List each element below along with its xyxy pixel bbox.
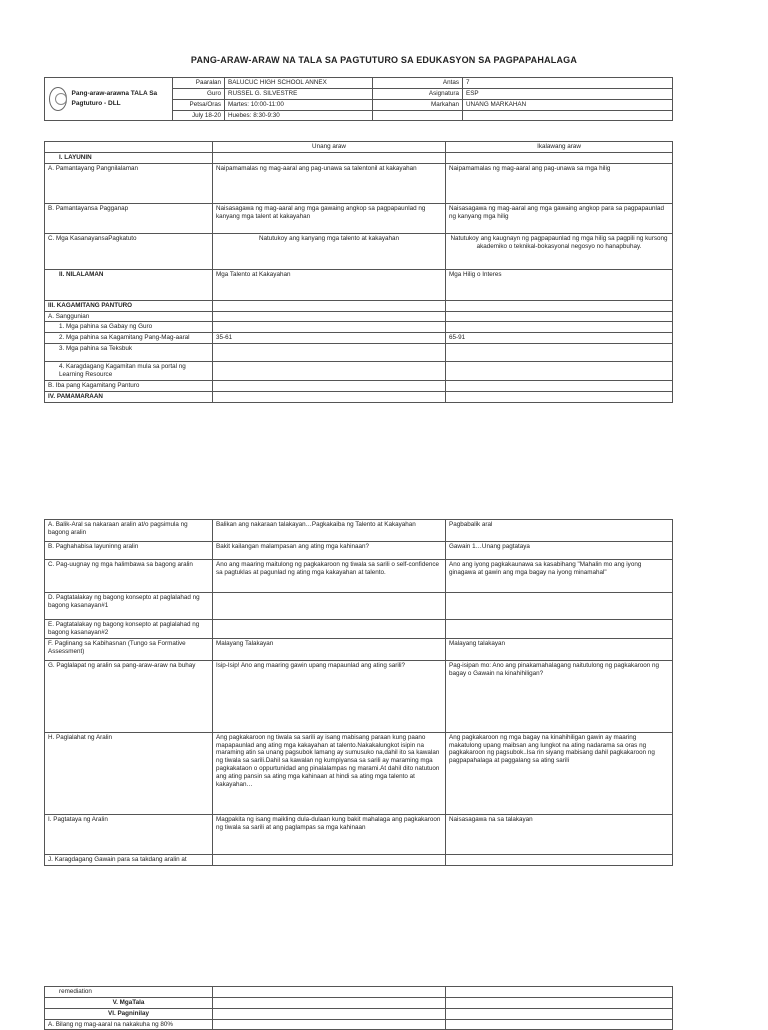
cell-day1: Malayang Talakayan	[213, 638, 446, 660]
row-label: 2. Mga pahina sa Kagamitang Pang-Mag-aaral	[45, 333, 213, 344]
page-title: PANG-ARAW-ARAW NA TALA SA PAGTUTURO SA EDUKASYON SA PAGPAPAHALAGA	[190, 55, 578, 65]
cell-day2: Naisasagawa ng mag-aaral ang mga gawaing angkop para sa pagpapaunlad ng kanyang mga hilig	[446, 203, 673, 233]
guro-label: Guro	[173, 88, 225, 99]
row-label: 4. Karagdagang Kagamitan mula sa portal ng Learning Resource	[45, 362, 213, 381]
row-label: C. Pag-uugnay ng mga halimbawa sa bagong aralin	[45, 560, 213, 593]
cell-day1: Ano ang maaring maitulong ng pagkakaroon ng tiwala sa sarili o self-confidence sa pagtuklas at pagunlad ng ating mga kakayahan at talento.	[213, 560, 446, 593]
pamamaraan-heading: IV. PAMAMARAAN	[45, 391, 213, 402]
reflection-table	[44, 986, 673, 1030]
oras1-value: Martes: 10:00-11:00	[225, 99, 373, 110]
markahan-value: UNANG MARKAHAN	[463, 99, 673, 110]
row-label: A. Sanggunian	[45, 311, 213, 322]
cell-day2: Ang pagkakaroon ng mga bagay na kinahihiligan gawin ay maaring makatulong upang maibsan ang lungkot na ating nadarama sa oras ng pagkakaroon ng pagsubok..Isa rin siyang mabisang dahil pagkakaroon ng pagpapahalaga at paggalang sa ating sarili	[446, 732, 673, 814]
cell-day1: Mga Talento at Kakayahan	[213, 269, 446, 300]
cell-day1: 35-61	[213, 333, 446, 344]
row-label: II. NILALAMAN	[45, 269, 213, 300]
row-label: D. Pagtatalakay ng bagong konsepto at paglalahad ng bagong kasanayan#1	[45, 593, 213, 620]
cell-day1: Natutukoy ang kanyang mga talento at kakayahan	[213, 233, 446, 269]
antas-value: 7	[463, 78, 673, 89]
markahan-label: Markahan	[373, 99, 463, 110]
row-label: I. Pagtataya ng Aralin	[45, 814, 213, 854]
row-label: B. Pamantayansa Pagganap	[45, 203, 213, 233]
cell-day2: Malayang talakayan	[446, 638, 673, 660]
cell-day2: Naisasagawa na sa talakayan	[446, 814, 673, 854]
row-label: A. Balik-Aral sa nakaraan aralin at/o pagsimula ng bagong aralin	[45, 520, 213, 542]
row-label: E. Pagtatalakay ng bagong konsepto at paglalahad ng bagong kasanayan#2	[45, 620, 213, 639]
doc-label: Pang-araw-arawna TALA Sa Pagtuturo - DLL	[71, 90, 158, 108]
cell-day2: Naipamamalas ng mag-aaral ang pag-unawa sa mga hilig	[446, 163, 673, 203]
row-label: A. Pamantayang Pangnilalaman	[45, 163, 213, 203]
header-table	[44, 77, 673, 121]
cell-day2: Ano ang iyong pagkakaunawa sa kasabihang "Mahalin mo ang iyong ginagawa at gawin ang mga bagay na iyong minamahal"	[446, 560, 673, 593]
cell-day2: Natutukoy ang kaugnayn ng pagpapaunlad ng mga hilig sa pagpili ng kursong akademiko o teknikal-bokasyonal negosyo no hanapbuhay.	[446, 233, 673, 269]
layunin-heading: I. LAYUNIN	[45, 152, 213, 163]
paaralan-value: BALUCUC HIGH SCHOOL ANNEX	[225, 78, 373, 89]
cell-day2: Pagbabalik aral	[446, 520, 673, 542]
row-label: remediation	[45, 987, 213, 998]
deped-seal-icon	[49, 87, 67, 111]
row-label: J. Karagdagang Gawain para sa takdang aralin at	[45, 854, 213, 865]
row-label: 1. Mga pahina sa Gabay ng Guro	[45, 322, 213, 333]
row-label: B. Iba pang Kagamitang Panturo	[45, 380, 213, 391]
col-day2-header: Ikalawang araw	[446, 142, 673, 153]
cell-day2: Gawain 1…Unang pagtataya	[446, 542, 673, 560]
cell-day1: Naipamamalas ng mag-aaral ang pag-unawa sa talentonil at kakayahan	[213, 163, 446, 203]
row-label: H. Paglalahat ng Aralin	[45, 732, 213, 814]
procedure-table	[44, 519, 673, 866]
cell-day2: Pag-isipan mo: Ano ang pinakamahalagang naitutulong ng pagkakaroon ng bagay o Gawain na kinahihiligan?	[446, 660, 673, 732]
guro-value: RUSSEL G. SILVESTRE	[225, 88, 373, 99]
pagninilay-heading: VI. Pagninilay	[45, 1008, 213, 1019]
petsa-label: Petsa/Oras	[173, 99, 225, 110]
header-logo-cell	[45, 78, 173, 121]
row-label: A. Bilang ng mag-aaral na nakakuha ng 80%	[45, 1019, 213, 1030]
asignatura-label: Asignatura	[373, 88, 463, 99]
asignatura-value: ESP	[463, 88, 673, 99]
row-label: C. Mga KasanayansaPagkatuto	[45, 233, 213, 269]
row-label: 3. Mga pahina sa Teksbuk	[45, 344, 213, 362]
cell-day1: Magpakita ng isang maikling dula-dulaan kung bakit mahalaga ang pagkakaroon ng tiwala sa sarili at ang paglampas sa mga kahinaan	[213, 814, 446, 854]
petsa-value: July 18-20	[173, 110, 225, 121]
main-table	[44, 141, 673, 403]
col-day1-header: Unang araw	[213, 142, 446, 153]
cell-day1: Balikan ang nakaraan talakayan…Pagkakaiba ng Talento at Kakayahan	[213, 520, 446, 542]
cell-day1: Bakit kailangan malampasan ang ating mga kahinaan?	[213, 542, 446, 560]
cell-day1: Isip-Isip! Ano ang maaring gawin upang mapaunlad ang ating sarili?	[213, 660, 446, 732]
antas-label: Antas	[373, 78, 463, 89]
row-label: B. Paghahabisa layuninng aralin	[45, 542, 213, 560]
cell-day2: 65-91	[446, 333, 673, 344]
cell-day2: Mga Hilig o Interes	[446, 269, 673, 300]
kagamitan-heading: III. KAGAMITANG PANTURO	[45, 300, 213, 311]
row-label: F. Paglinang sa Kabihasnan (Tungo sa Formative Assessment)	[45, 638, 213, 660]
paaralan-label: Paaralan	[173, 78, 225, 89]
oras2-value: Huebes: 8:30-9:30	[225, 110, 373, 121]
cell-day1: Naisasagawa ng mag-aaral ang mga gawaing angkop sa pagpapaunlad ng kanyang mga talent at kakayahan	[213, 203, 446, 233]
cell-day1: Ang pagkakaroon ng tiwala sa sarili ay isang mabisang paraan kung paano mapapaunlad ang ating mga kakayahan at talento.Nakakalungkot isipin na maraming atin sa unang pagsubok lamang ay sumusuko na,dahil ito sa kawalan ng tiwala sa sarili.Dahil sa kawalan ng kumpiyansa sa sarili ay maraming mga pagkakataon o oppurtunidad ang pinalalampas ng marami.At dahil dito natutuon ang ating pansin sa ating mga kahinaan at hindi sa ating mga talento at kakayahan…	[213, 732, 446, 814]
row-label: G. Paglalapat ng aralin sa pang-araw-araw na buhay	[45, 660, 213, 732]
mgatala-heading: V. MgaTala	[45, 997, 213, 1008]
